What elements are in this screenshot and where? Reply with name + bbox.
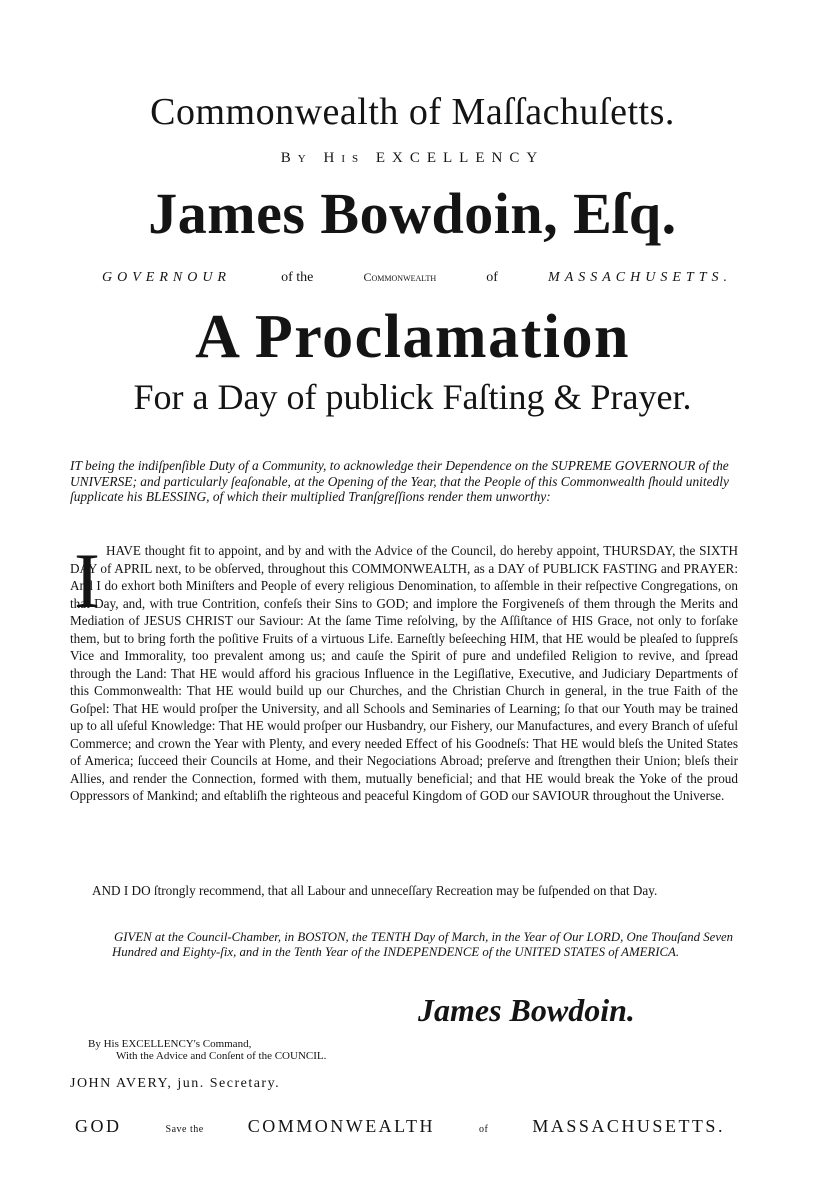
governor-title-word: GOVERNOUR xyxy=(102,270,231,285)
recommendation-paragraph: AND I DO ſtrongly recommend, that all Labour and unneceſſary Recreation may be ſuſpended on that Day. xyxy=(92,883,658,898)
governor-title-word: of the xyxy=(281,270,314,285)
governor-title-word: Commonwealth xyxy=(363,270,437,284)
proclamation-subtitle: For a Day of publick Faſting & Prayer. xyxy=(133,377,692,417)
proclamation-title: A Proclamation xyxy=(195,303,630,371)
closing-save-the: Save the xyxy=(165,1124,204,1135)
governor-title xyxy=(102,270,732,286)
governor-title-word: MASSACHUSETTS. xyxy=(548,270,732,285)
closing-massachusetts: MASSACHUSETTS. xyxy=(532,1116,725,1136)
header-commonwealth: Commonwealth of Maſſachuſetts. xyxy=(150,91,675,133)
closing-commonwealth: COMMONWEALTH xyxy=(247,1116,436,1136)
given-paragraph: GIVEN at the Council-Chamber, in BOSTON, the TENTH Day of March, in the Year of Our LORD, One Thouſand Seven Hundred and Eighty-ſix, and in the Tenth Year of the INDEPENDENCE of the UNITED STATES of AMERICA. xyxy=(112,930,734,959)
governor-title-word: of xyxy=(486,270,498,285)
body-text: HAVE thought fit to appoint, and by and with the Advice of the Council, do hereby appoint, THURSDAY, the SIXTH DAY of APRIL next, to be obſerved, throughout this COMMONWEALTH, as a DAY of PUBLICK FASTING and PRAYER: And I do exhort both Miniſters and People of every religious Denomination, to aſſemble in their reſpective Congregations, on that Day, and, with true Contrition, confeſs their Sins to GOD; and implore the Forgiveneſs of them through the Merits and Mediation of JESUS CHRIST our Saviour: At the ſame Time reſolving, by the Aſſiſtance of HIS Grace, not only to forſake them, but to bring forth the poſitive Fruits of a virtuous Life. Earneſtly beſeeching HIM, that HE would be pleaſed to ſuppreſs Vice and Immorality, too prevalent among us; and cauſe the Spirit of pure and undefiled Religion to revive, and ſpread through the Land: That HE would afford his gracious Influence in the Legiſlative, Executive, and Judiciary Departments of this Commonwealth: That HE would build up our Churches, and the Christian Church in general, in the true Faith of the Goſpel: That HE would proſper the University, and all Schools and Seminaries of Learning; ſo that our Youth may be trained up to all uſeful Knowledge: That HE would proſper our Husbandry, our Fishery, our Manufactures, and every Branch of uſeful Commerce; and crown the Year with Plenty, and every needed Effect of his Goodneſs: That HE would bleſs the United States of America; ſucceed their Councils at Home, and their Negociations Abroad; preſerve and ſtrengthen their Union; bleſs their Allies, and render the Connection, formed with them, mutually beneficial; and that HE would break the Yoke of the proud Oppressors of Mankind; and eſtabliſh the righteous and peaceful Kingdom of GOD our SAVIOUR throughout the Universe. xyxy=(70,543,738,803)
body-paragraph xyxy=(70,537,738,805)
preamble-paragraph: IT being the indiſpenſible Duty of a Community, to acknowledge their Dependence on the SUPREME GOVERNOUR of the UNIVERSE; and particularly ſeaſonable, at the Opening of the Year, that the People of this Commonwealth ſhould unitedly ſupplicate his BLESSING, of which their multiplied Tranſgreſſions render them unworthy: xyxy=(70,458,729,504)
closing-of: of xyxy=(479,1124,489,1135)
closing-line xyxy=(75,1116,725,1137)
command-line-2: With the Advice and Conſent of the COUNCIL. xyxy=(116,1050,327,1062)
command-line-1: By His EXCELLENCY's Command, xyxy=(88,1038,252,1050)
secretary-line: JOHN AVERY, jun. Secretary. xyxy=(70,1076,281,1091)
by-his-excellency: By His EXCELLENCY xyxy=(280,150,545,166)
governor-signature: James Bowdoin. xyxy=(418,992,635,1028)
drop-cap: I xyxy=(74,537,100,624)
governor-name: James Bowdoin, Eſq. xyxy=(148,181,677,246)
closing-god: GOD xyxy=(75,1116,122,1136)
